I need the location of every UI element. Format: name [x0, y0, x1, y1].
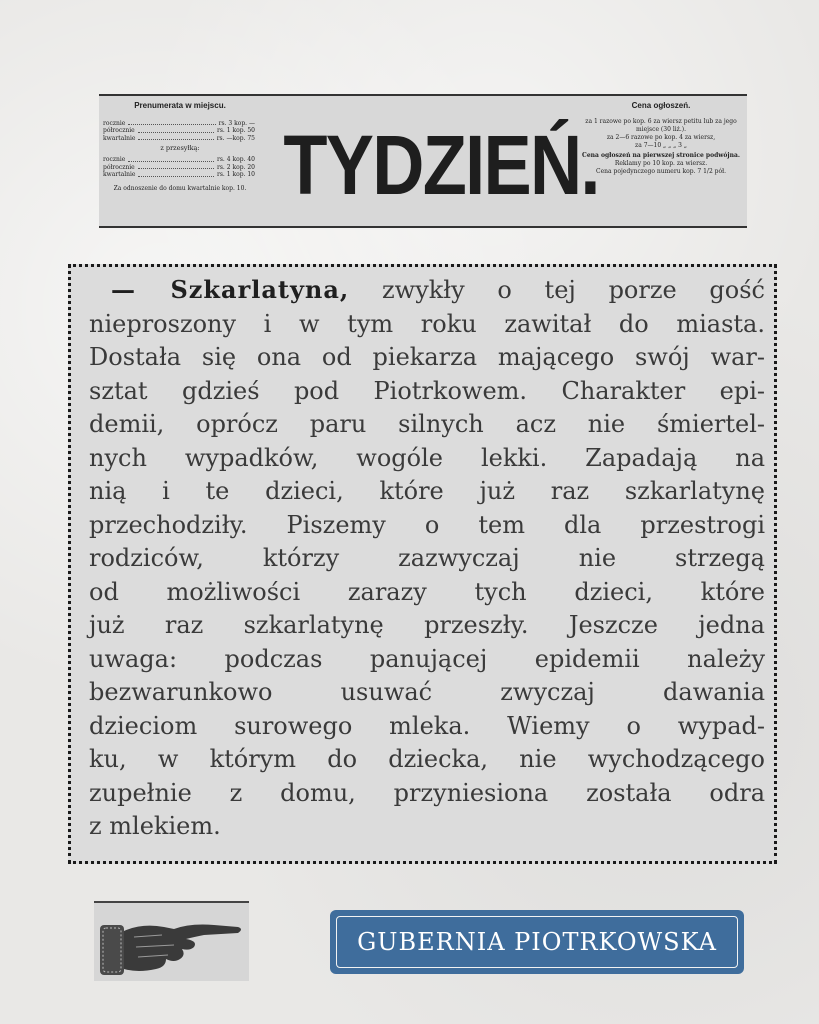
region-badge	[330, 910, 744, 974]
single-issue-price: Cena pojedynczego numeru kop. 7 1/2 pół.	[596, 168, 726, 175]
delivery-note: Za odnoszenie do domu kwartalnie kop. 10.	[113, 184, 247, 192]
article-line: bezwarunkowo usuwać zwyczaj dawania	[89, 678, 765, 706]
ad-price-line: za 7—10 „ „ „ 3 „	[635, 142, 687, 149]
ad-price-line: za 2—6 razowe po kop. 4 za wiersz,	[606, 134, 716, 141]
badge-label: GUBERNIA PIOTRKOWSKA	[357, 928, 717, 956]
article-line: zupełnie z domu, przyniesiona została odra	[89, 778, 765, 807]
article-clipping	[68, 264, 777, 864]
article-line: od możliwości zarazy tych dzieci, które	[89, 577, 765, 606]
price-row: kwartalnie rs. —kop. 75	[103, 134, 255, 142]
front-page-note: Cena ogłoszeń na pierwszej stronice podwójna.	[582, 152, 740, 159]
article-line: dzieciom surowego mleka. Wiemy o wypad-	[89, 711, 765, 740]
article-line: nieproszony i w tym roku zawitał do miasta.	[89, 309, 765, 338]
subscription-prices	[99, 102, 261, 192]
article-line: przechodziły. Piszemy o tem dla przestrogi	[89, 510, 765, 539]
price-row: półrocznie rs. 2 kop. 20	[103, 163, 255, 171]
article-line: rodziców, którzy zazwyczaj nie strzegą	[89, 544, 765, 572]
article-line: z mlekiem.	[89, 812, 221, 840]
advertising-heading: Cena ogłoszeń.	[631, 101, 691, 110]
mail-heading: z przesyłką:	[160, 144, 200, 153]
article-keyword: — Szkarlatyna,	[111, 275, 350, 304]
subscription-heading: Prenumerata w miejscu.	[134, 101, 226, 110]
price-row: rocznie rs. 3 kop. —	[103, 119, 255, 127]
article-line: demii, oprócz paru silnych acz nie śmiertel-	[89, 410, 765, 438]
newspaper-masthead	[99, 94, 747, 228]
article-line: Dostała się ona od piekarza mającego swój war-	[89, 343, 765, 371]
pointing-hand-clipping	[94, 901, 249, 981]
article-line-rest: zwykły o tej porze gość	[349, 276, 765, 304]
article-line: nią i te dzieci, które już raz szkarlatynę	[89, 477, 765, 505]
article-line: uwaga: podczas panującej epidemii należy	[89, 644, 765, 673]
article-line	[89, 273, 765, 308]
article-line: już raz szkarlatynę przeszły. Jeszcze jedna	[89, 611, 765, 639]
reklamy-note: Reklamy po 10 kop. za wiersz.	[614, 160, 708, 167]
article-line: nych wypadków, wogóle lekki. Zapadają na	[89, 443, 765, 472]
pointing-hand-icon	[94, 903, 249, 981]
article-line: sztat gdzieś pod Piotrkowem. Charakter epi-	[89, 376, 765, 405]
article-line: ku, w którym do dziecka, nie wychodzącego	[89, 745, 765, 773]
price-row: półrocznie rs. 1 kop. 50	[103, 127, 255, 135]
newspaper-title: TYDZIEŃ.	[283, 118, 599, 212]
ad-price-line: za 1 razowe po kop. 6 za wiersz petitu lub za jego miejsce (30 liż.).	[585, 118, 737, 133]
price-row: rocznie rs. 4 kop. 40	[103, 155, 255, 163]
advertising-prices	[579, 102, 743, 176]
price-row: kwartalnie rs. 1 kop. 10	[103, 171, 255, 179]
article-text	[89, 273, 765, 844]
